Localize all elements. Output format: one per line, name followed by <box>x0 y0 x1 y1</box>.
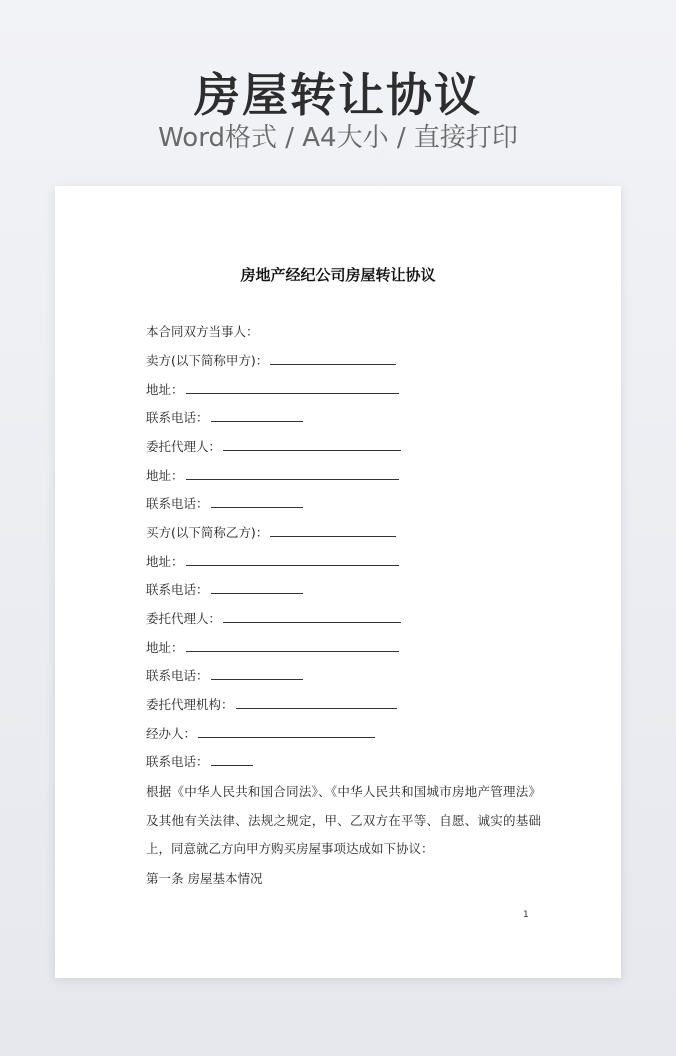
field-label: 联系电话： <box>146 582 209 597</box>
field-label: 联系电话： <box>146 496 209 511</box>
document-page <box>55 186 621 978</box>
fill-in-line <box>270 524 396 537</box>
buyer-agent-phone-field <box>146 666 303 686</box>
field-label: 联系电话： <box>146 410 209 425</box>
fill-in-line <box>211 753 253 766</box>
agency-field <box>146 695 397 715</box>
fill-in-line <box>211 409 303 422</box>
field-label: 委托代理机构： <box>146 697 234 712</box>
seller-phone-field <box>146 408 303 428</box>
fill-in-line <box>211 495 303 508</box>
fill-in-line <box>186 467 399 480</box>
buyer-agent-address-field <box>146 638 399 658</box>
banner-subtitle: Word格式 / A4大小 / 直接打印 <box>158 123 518 153</box>
buyer-address-field <box>146 552 399 572</box>
parties-intro <box>146 322 259 342</box>
field-label: 地址： <box>146 640 184 655</box>
seller-field <box>146 351 396 371</box>
field-label: 本合同双方当事人： <box>146 324 259 339</box>
fill-in-line <box>198 725 375 738</box>
seller-agent-address-field <box>146 466 399 486</box>
fill-in-line <box>211 581 303 594</box>
field-label: 经办人： <box>146 726 197 741</box>
field-label: 地址： <box>146 382 184 397</box>
handler-field <box>146 724 375 744</box>
field-label: 卖方(以下简称甲方)： <box>146 353 269 368</box>
field-label: 联系电话： <box>146 668 209 683</box>
fill-in-line <box>186 381 399 394</box>
field-label: 联系电话： <box>146 754 209 769</box>
section-heading: 第一条 房屋基本情况 <box>146 871 263 886</box>
banner-title: 房屋转让协议 <box>194 68 482 122</box>
fill-in-line <box>223 610 401 623</box>
field-label: 地址： <box>146 468 184 483</box>
fill-in-line <box>186 639 399 652</box>
fill-in-line <box>223 438 401 451</box>
seller-agent-phone-field <box>146 494 303 514</box>
seller-agent-field <box>146 437 401 457</box>
seller-address-field <box>146 380 399 400</box>
page-number: 1 <box>523 910 529 920</box>
buyer-phone-field <box>146 580 303 600</box>
fill-in-line <box>270 352 396 365</box>
buyer-field <box>146 523 396 543</box>
field-label: 地址： <box>146 554 184 569</box>
field-label: 委托代理人： <box>146 611 222 626</box>
agreement-paragraph: 根据《中华人民共和国合同法》、《中华人民共和国城市房地产管理法》及其他有关法律、法规之规定，甲、乙双方在平等、自愿、诚实的基础上，同意就乙方向甲方购买房屋事项达成如下协议： <box>146 784 541 856</box>
fill-in-line <box>236 696 397 709</box>
field-label: 买方(以下简称乙方)： <box>146 525 269 540</box>
fill-in-line <box>186 553 399 566</box>
document-title: 房地产经纪公司房屋转让协议 <box>240 266 436 284</box>
field-label: 委托代理人： <box>146 439 222 454</box>
fill-in-line <box>211 667 303 680</box>
handler-phone-field <box>146 752 253 772</box>
buyer-agent-field <box>146 609 401 629</box>
